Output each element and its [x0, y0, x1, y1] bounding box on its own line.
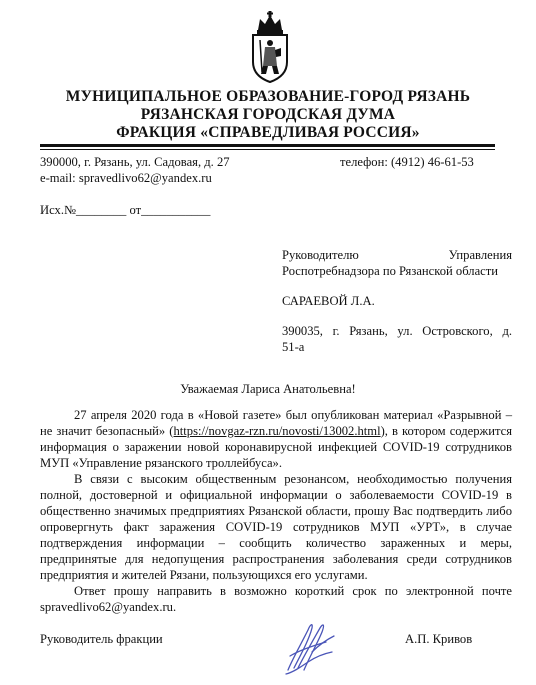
signature-name: А.П. Кривов: [405, 632, 473, 646]
recipient-title: Руководителю: [282, 248, 359, 262]
recipient-organization: Роспотребнадзора по Рязанской области: [282, 264, 498, 278]
recipient-name: САРАЕВОЙ Л.А.: [282, 294, 375, 308]
sender-phone: телефон: (4912) 46-61-53: [340, 155, 474, 169]
sender-email: e-mail: spravedlivo62@yandex.ru: [40, 171, 212, 185]
body-paragraph-1-start: 27 апреля 2020 года в «Новой газете» был опубликован материал «Разрывной – не значит безопасный» (: [40, 408, 512, 438]
header-rule-thin: [40, 149, 495, 150]
header-municipality: МУНИЦИПАЛЬНОЕ ОБРАЗОВАНИЕ-ГОРОД РЯЗАНЬ: [65, 88, 471, 105]
body-paragraph-1: [40, 407, 512, 471]
handwritten-signature-image: [282, 612, 338, 678]
news-article-link[interactable]: https://novgaz-rzn.ru/novosti/13002.html: [173, 424, 381, 438]
header-faction: ФРАКЦИЯ «СПРАВЕДЛИВАЯ РОССИЯ»: [116, 124, 420, 141]
recipient-department: Управления: [448, 248, 512, 262]
salutation: Уважаемая Лариса Анатольевна!: [180, 382, 356, 396]
sender-address: 390000, г. Рязань, ул. Садовая, д. 27: [40, 155, 230, 169]
recipient-address-line-2: 51-а: [282, 340, 305, 354]
recipient-address-line-1: 390035, г. Рязань, ул. Островского, д.: [282, 324, 512, 338]
coat-of-arms-emblem: [248, 10, 292, 84]
header-rule-thick: [40, 144, 495, 147]
body-paragraph-3: Ответ прошу направить в возможно короткий срок по электронной почте spravedlivo62@yandex.ru.: [40, 584, 512, 614]
body-paragraph-2: В связи с высоким общественным резонансом, необходимостью получения полной, достоверной и официальной информации о заболеваемости COVID-19 в общественно значимых предприятиях Рязанской области, прошу Вас подтвердить либо опровергнуть факт заражения COVID-19 сотрудников МУП «УРТ», в случае подтверждения информации – сообщить количество зараженных и меры, предпринятые для недопущения распространения заболевания среди сотрудников предприятия и жителей Рязани, пользующихся его услугами.: [40, 472, 512, 582]
body-paragraph-1-end: ), в котором содержится информация о заражении новой коронавирусной инфекцией COVID-19 сотрудников МУП «Управление рязанского троллейбуса».: [40, 424, 512, 470]
outgoing-number: Исх.№________ от___________: [40, 203, 211, 217]
recipient-line-1: [282, 247, 512, 263]
signature-position: Руководитель фракции: [40, 632, 163, 646]
header-duma: РЯЗАНСКАЯ ГОРОДСКАЯ ДУМА: [140, 106, 396, 123]
letter-body: [40, 407, 512, 615]
